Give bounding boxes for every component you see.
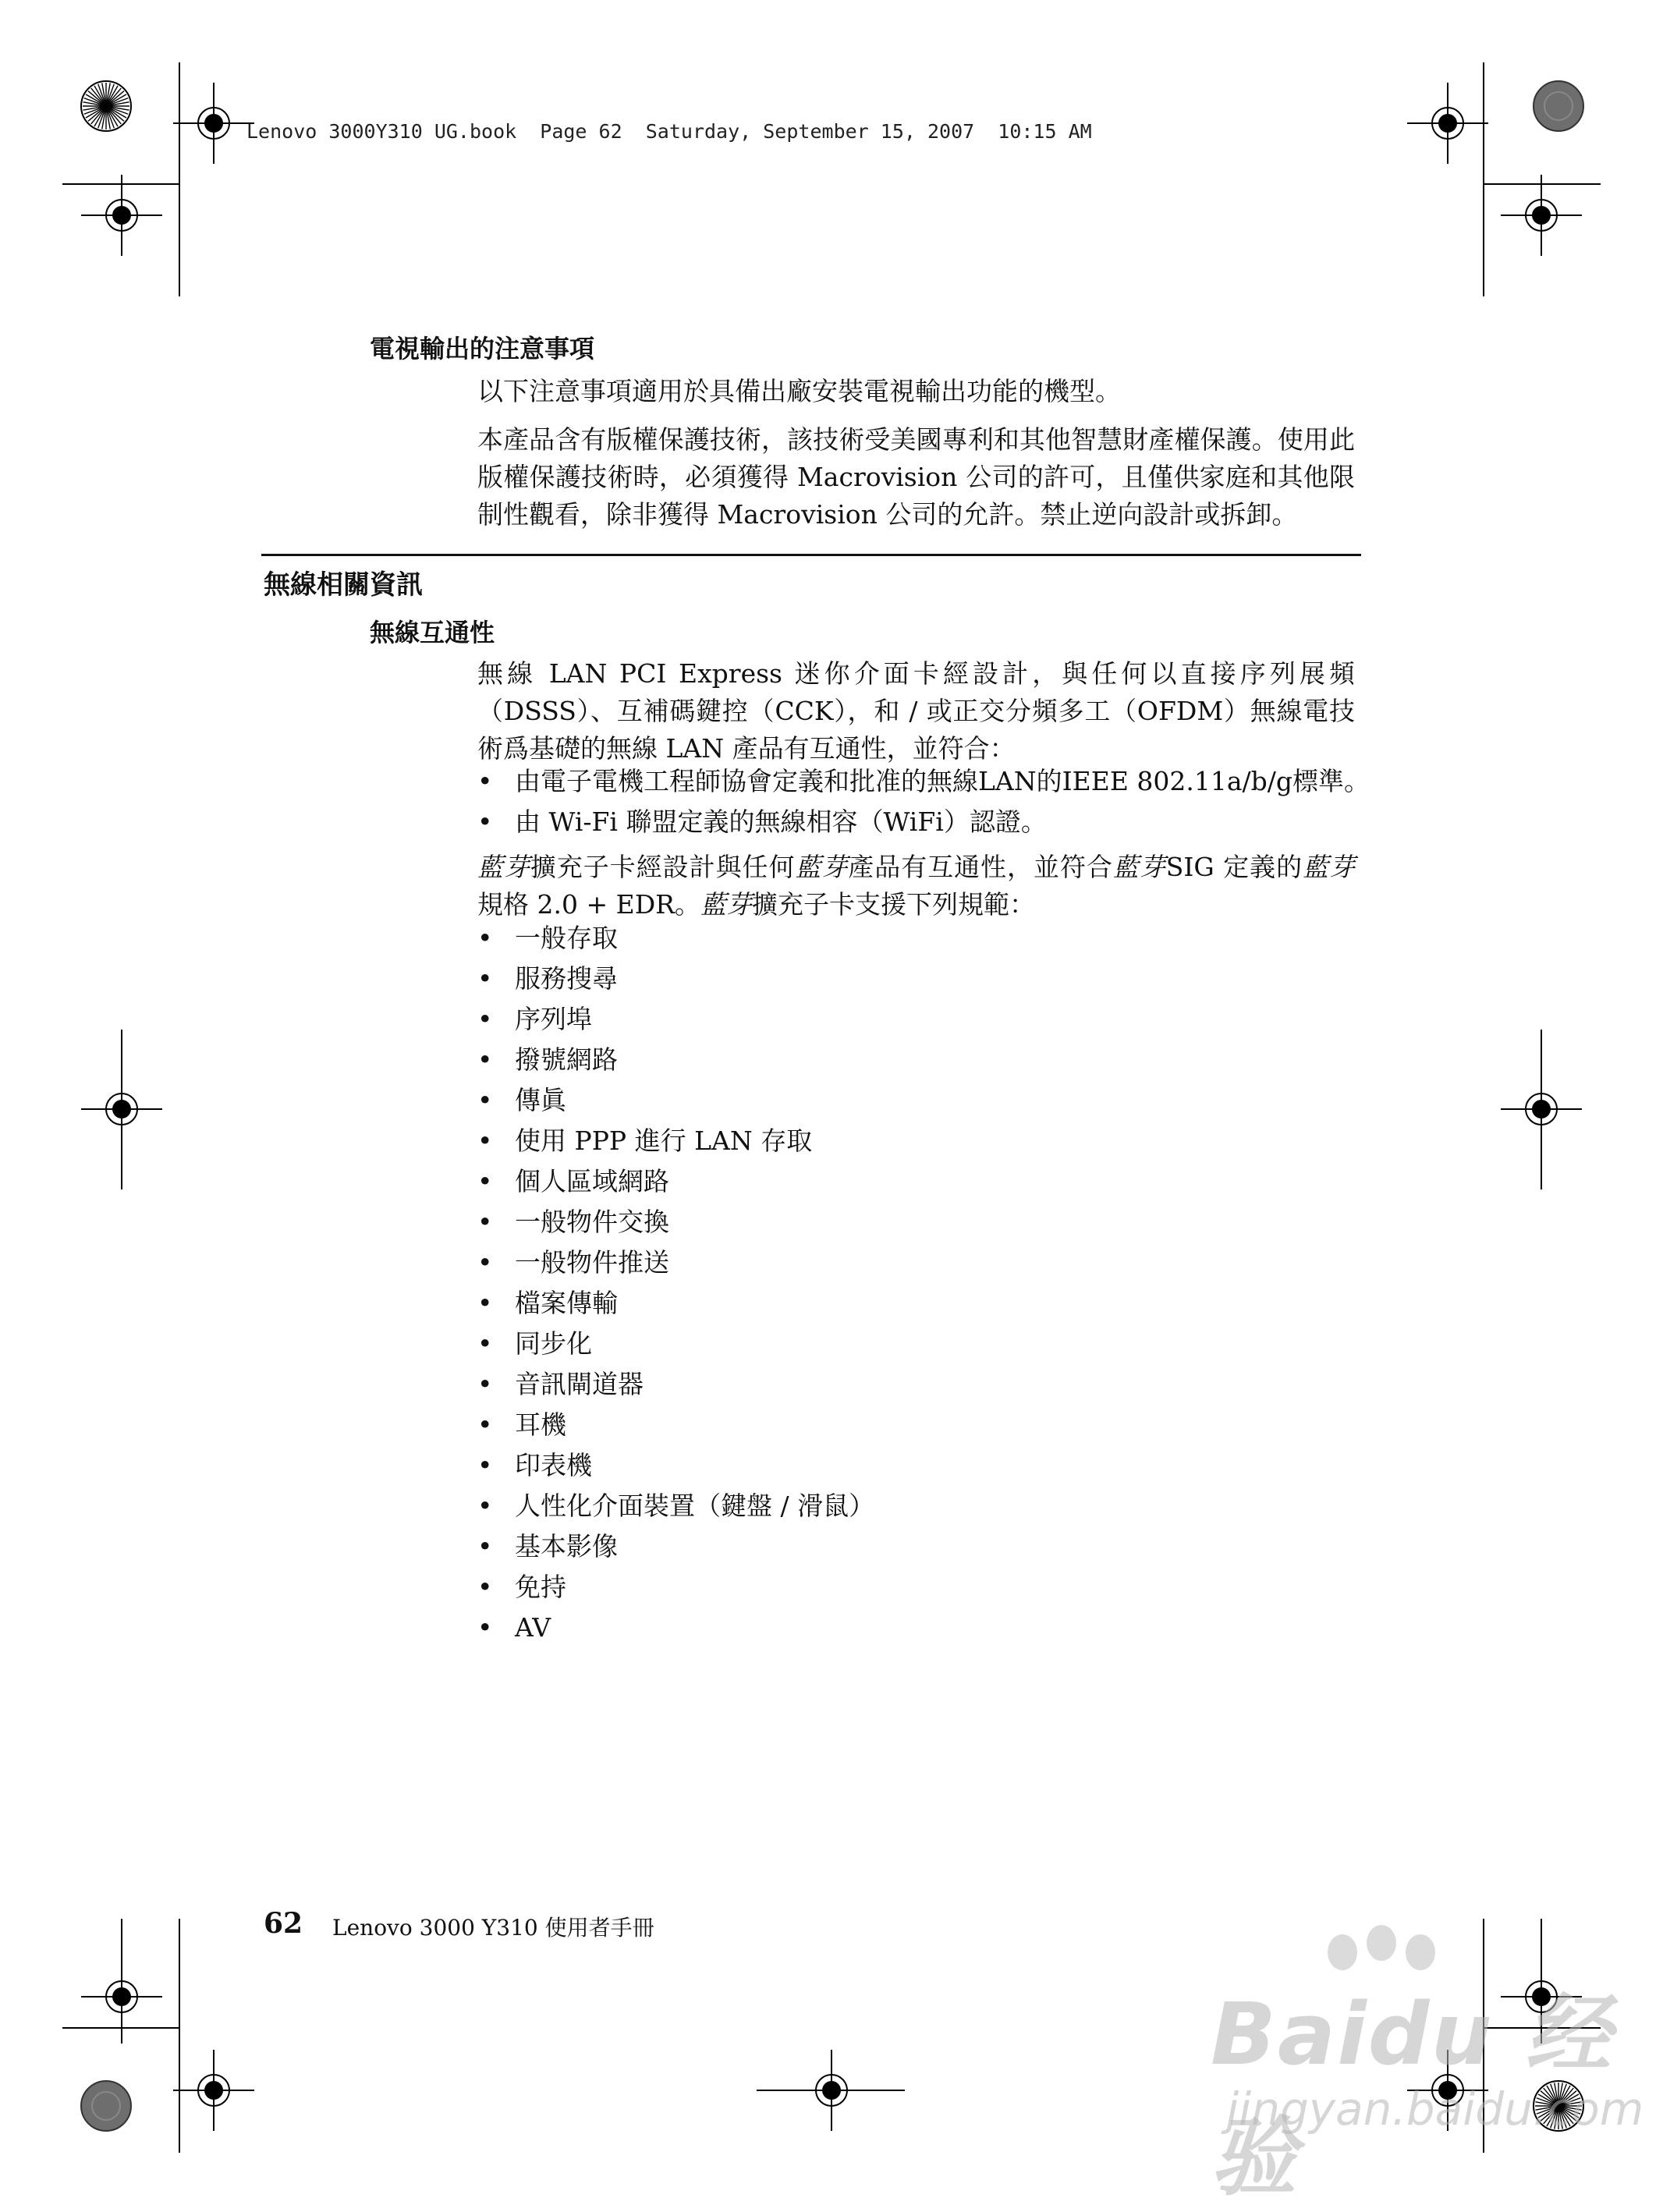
list-item: • 印表機 (477, 1445, 874, 1486)
bluetooth-term: 藍芽 (700, 889, 752, 920)
list-item: • AV (477, 1608, 874, 1648)
bullet-icon: • (477, 1491, 493, 1521)
bluetooth-term: 藍芽 (1303, 852, 1356, 882)
bullet-icon: • (477, 1572, 493, 1602)
tv-paragraph-2: 本產品含有版權保護技術，該技術受美國專利和其他智慧財產權保護。使用此版權保護技術時，必須獲得 Macrovision 公司的許可，且僅供家庭和其他限制性觀看，除非獲得 Macrovision 公司的允許。禁止逆向設計或拆卸。 (477, 424, 1355, 530)
list-item: • 服務搜尋 (477, 959, 874, 999)
bullet-icon: • (477, 1004, 493, 1034)
bullet-icon: • (477, 1166, 493, 1196)
bullet-icon: • (477, 1450, 493, 1480)
bullet-icon: • (477, 1531, 493, 1562)
list-item: • 檔案傳輸 (477, 1283, 874, 1324)
bullet-icon: • (477, 1207, 493, 1237)
list-item: • 音訊閘道器 (477, 1364, 874, 1405)
bluetooth-term: 藍芽 (1112, 852, 1166, 882)
list-item: • 由電子電機工程師協會定義和批准的無線LAN的IEEE 802.11a/b/g標準。 (477, 761, 1370, 802)
bullet-icon: • (477, 806, 493, 837)
list-item: • 使用 PPP 進行 LAN 存取 (477, 1121, 874, 1161)
list-item: • 一般物件推送 (477, 1242, 874, 1283)
list-item: • 一般物件交換 (477, 1202, 874, 1242)
list-item: • 傳眞 (477, 1080, 874, 1121)
bullet-icon: • (477, 1409, 493, 1440)
bullet-icon: • (477, 1085, 493, 1115)
bullet-icon: • (477, 1288, 493, 1318)
bullet-icon: • (477, 766, 493, 796)
bullet-icon: • (477, 1369, 493, 1399)
bluetooth-paragraph: 藍芽擴充子卡經設計與任何藍芽產品有互通性，並符合藍芽SIG 定義的藍芽規格 2.0 + EDR。藍芽擴充子卡支援下列規範： (477, 852, 1356, 920)
list-item: • 耳機 (477, 1405, 874, 1445)
tv-paragraph-1: 以下注意事項適用於具備出廠安裝電視輸出功能的機型。 (477, 376, 1121, 406)
list-item: • 一般存取 (477, 918, 874, 959)
list-item: • 免持 (477, 1567, 874, 1608)
bullet-icon: • (477, 963, 493, 994)
list-item: • 個人區域網路 (477, 1161, 874, 1202)
gray-disc-mark-bottom-left (81, 2081, 131, 2131)
bullet-icon: • (477, 1247, 493, 1278)
bullet-icon: • (477, 923, 493, 953)
baidu-watermark (1211, 1934, 1644, 2207)
interoperability-subtitle: 無線互通性 (370, 618, 495, 647)
list-item: • 撥號網路 (477, 1040, 874, 1080)
bullet-icon: • (477, 1044, 493, 1075)
footer-title: Lenovo 3000 Y310 使用者手冊 (332, 1915, 654, 1941)
list-item: • 由 Wi-Fi 聯盟定義的無線相容（WiFi）認證。 (477, 802, 1370, 842)
wireless-section-title: 無線相關資訊 (264, 569, 423, 601)
list-item: • 基本影像 (477, 1526, 874, 1567)
gray-disc-mark-top-right (1534, 81, 1583, 131)
watermark-url: jingyan.baidu.com (1226, 2083, 1644, 2136)
bullet-icon: • (477, 1328, 493, 1359)
wireless-paragraph: 無線 LAN PCI Express 迷你介面卡經設計，與任何以直接序列展頻（DSSS）、互補碼鍵控（CCK），和 / 或正交分頻多工（OFDM）無線電技術爲基礎的無線 LAN 產品有互通性，並符合： (477, 658, 1355, 764)
bluetooth-term: 藍芽 (795, 852, 849, 882)
bullet-icon: • (477, 1612, 493, 1643)
tv-section-title: 電視輸出的注意事項 (370, 334, 595, 363)
page-number: 62 (264, 1907, 303, 1940)
bluetooth-profiles-list (477, 918, 874, 1648)
section-divider (261, 554, 1361, 556)
list-item: • 人性化介面裝置（鍵盤 / 滑鼠） (477, 1486, 874, 1526)
list-item: • 序列埠 (477, 999, 874, 1040)
print-header: Lenovo 3000Y310 UG.book Page 62 Saturday, September 15, 2007 10:15 AM (246, 120, 1092, 143)
list-item: • 同步化 (477, 1324, 874, 1364)
bluetooth-term: 藍芽 (477, 852, 530, 882)
bullet-icon: • (477, 1125, 493, 1156)
standards-list (477, 761, 1370, 842)
watermark-brand: Baidu 经验 (1211, 1984, 1613, 2207)
